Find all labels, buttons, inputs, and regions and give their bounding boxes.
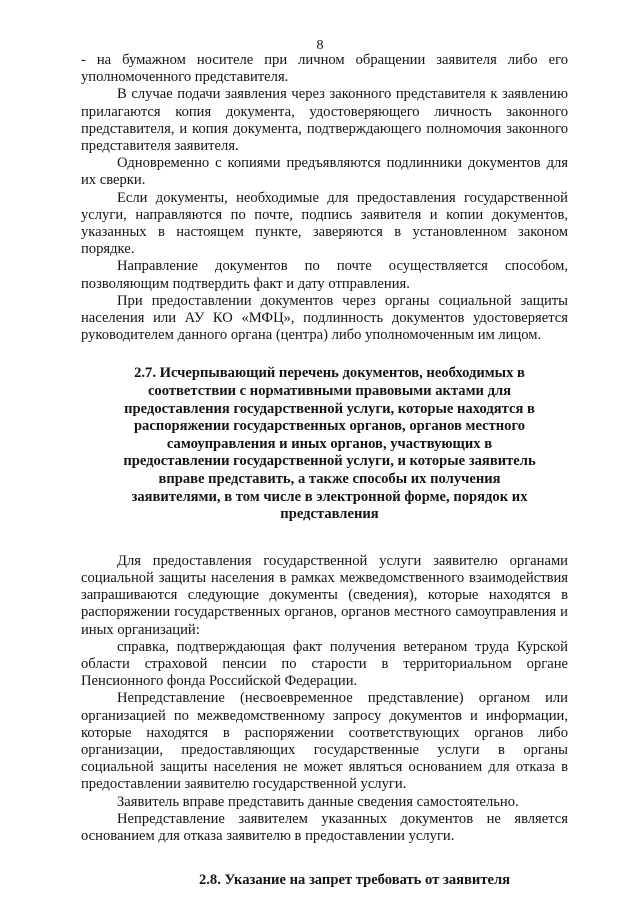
paragraph-paper-submission: - на бумажном носителе при личном обращении заявителя либо его уполномоченного представителя. — [81, 52, 568, 86]
paragraph-postal-method: Направление документов по почте осуществляется способом, позволяющим подтвердить факт и дату отправления. — [81, 258, 568, 292]
paragraph-postal-certification: Если документы, необходимые для предоставления государственной услуги, направляются по почте, подпись заявителя и копии документов, указанных в настоящем пункте, заверяются в установленном законом порядке. — [81, 189, 568, 258]
paragraph-originals: Одновременно с копиями предъявляются подлинники документов для их сверки. — [81, 155, 568, 189]
paragraph-authenticity: При предоставлении документов через органы социальной защиты населения или АУ КО «МФЦ», подлинность документов удостоверяется руководителем данного органа (центра) либо уполномоченным им лицом. — [81, 292, 568, 344]
section-heading-2-7: 2.7. Исчерпывающий перечень документов, необходимых в соответствии с нормативными правовыми актами для предоставления государственной услуги, которые находятся в распоряжении государственных органов, органов местного самоуправления и иных органов, участвующих в предоставлении государственной услуги, и которые заявитель вправе представить, а также способы их получения заявителями, в том числе в электронной форме, порядок их представления — [123, 365, 536, 523]
paragraph-legal-representative: В случае подачи заявления через законного представителя к заявлению прилагаются копия документа, удостоверяющего личность законного представителя, и копия документа, подтверждающего полномочия законного представителя заявителя. — [81, 86, 568, 155]
paragraph-interagency-request: Для предоставления государственной услуги заявителю органами социальной защиты населения в рамках межведомственного взаимодействия запрашиваются следующие документы (сведения), которые находятся в распоряжении государственных органов, органов местного самоуправления и иных организаций: — [81, 552, 568, 638]
paragraph-non-submission-agency: Непредставление (несвоевременное представление) органом или организацией по межведомственному запросу документов и информации, которые находятся в распоряжении соответствующих органов либо организации, предоставляющих государственные услуги в органы социальной защиты населения не может являться основанием для отказа в предоставлении заявителю государственной услуги. — [81, 690, 568, 793]
paragraph-self-submission: Заявитель вправе представить данные сведения самостоятельно. — [117, 793, 519, 810]
paragraph-non-submission-applicant: Непредставление заявителем указанных документов не является основанием для отказа заявителю в предоставлении услуги. — [81, 810, 568, 845]
page-number: 8 — [316, 38, 324, 53]
page-content — [81, 52, 568, 890]
paragraph-pension-certificate: справка, подтверждающая факт получения ветераном труда Курской области страховой пенсии по старости в территориальном органе Пенсионного фонда Российской Федерации. — [81, 638, 568, 690]
section-heading-2-8: 2.8. Указание на запрет требовать от заявителя — [198, 872, 511, 889]
